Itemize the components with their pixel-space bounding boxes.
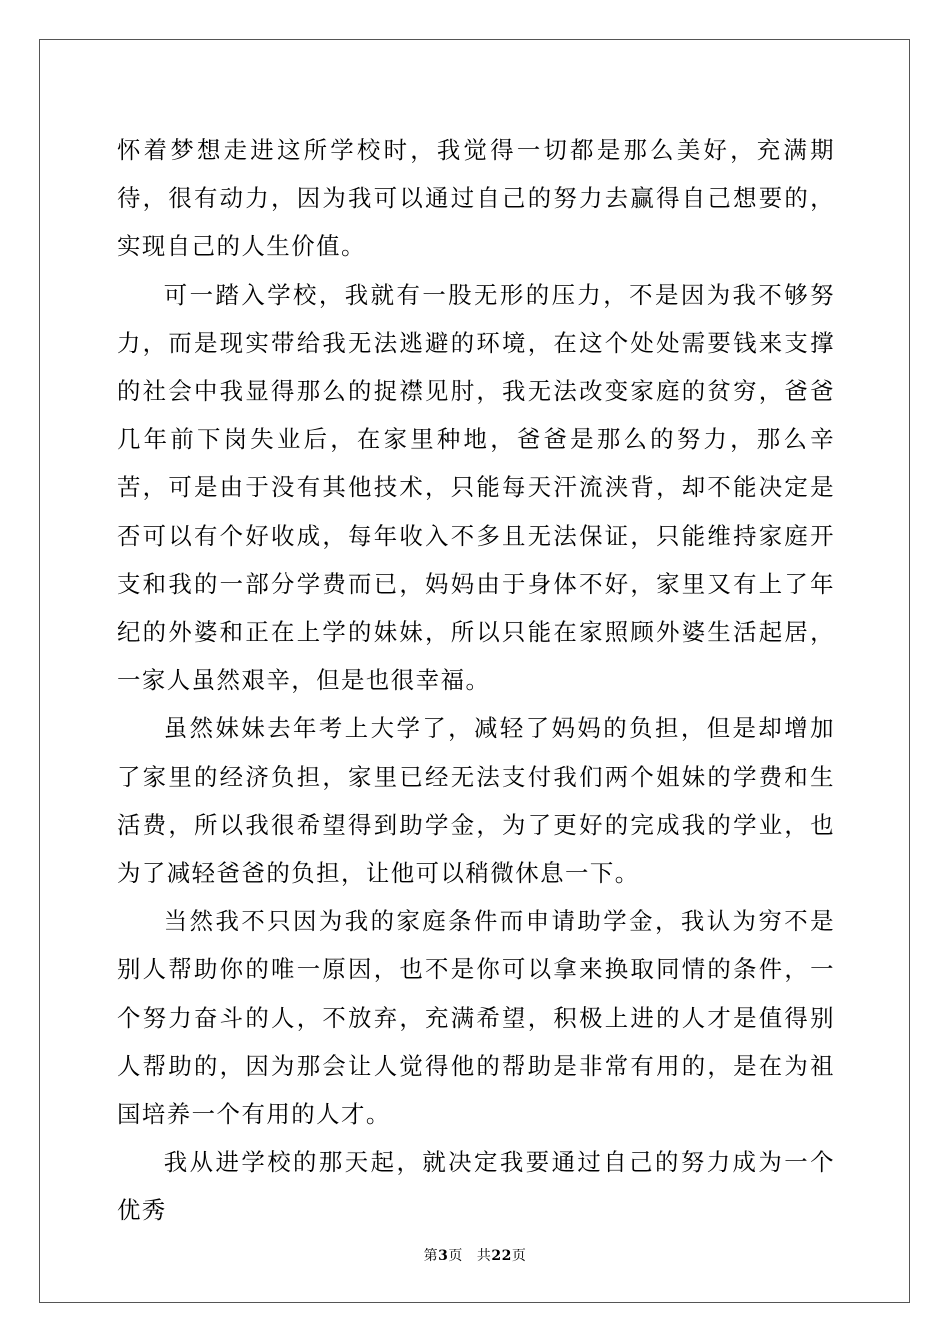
paragraph-5: 我从进学校的那天起，就决定我要通过自己的努力成为一个优秀 — [117, 1148, 835, 1225]
page-footer — [0, 1247, 950, 1265]
paragraph-2: 可一踏入学校，我就有一股无形的压力，不是因为我不够努力，而是现实带给我无法逃避的环境，在这个处处需要钱来支撑的社会中我显得那么的捉襟见肘，我无法改变家庭的贫穷，爸爸几年前下岗失业后，在家里种地，爸爸是那么的努力，那么辛苦，可是由于没有其他技术，只能每天汗流浃背，却不能决定是否可以有个好收成，每年收入不多且无法保证，只能维持家庭开支和我的一部分学费而已，妈妈由于身体不好，家里又有上了年纪的外婆和正在上学的妹妹，所以只能在家照顾外婆生活起居，一家人虽然艰辛，但是也很幸福。 — [117, 280, 835, 695]
total-prefix: 共 — [476, 1248, 492, 1264]
page-number: 3 — [438, 1248, 449, 1264]
paragraph-1: 怀着梦想走进这所学校时，我觉得一切都是那么美好，充满期待，很有动力，因为我可以通过自己的努力去赢得自己想要的，实现自己的人生价值。 — [117, 136, 835, 261]
document-body — [117, 126, 835, 1235]
page-suffix: 页 — [448, 1248, 463, 1264]
paragraph-3: 虽然妹妹去年考上大学了，减轻了妈妈的负担，但是却增加了家里的经济负担，家里已经无法支付我们两个姐妹的学费和生活费，所以我很希望得到助学金，为了更好的完成我的学业，也为了减轻爸爸的负担，让他可以稍微休息一下。 — [117, 714, 835, 888]
total-suffix: 页 — [511, 1248, 527, 1264]
paragraph-4: 当然我不只因为我的家庭条件而申请助学金，我认为穷不是别人帮助你的唯一原因，也不是你可以拿来换取同情的条件，一个努力奋斗的人，不放弃，充满希望，积极上进的人才是值得别人帮助的，因为那会让人觉得他的帮助是非常有用的，是在为祖国培养一个有用的人才。 — [117, 907, 835, 1129]
page-prefix: 第 — [423, 1248, 439, 1264]
total-pages: 22 — [491, 1248, 512, 1264]
